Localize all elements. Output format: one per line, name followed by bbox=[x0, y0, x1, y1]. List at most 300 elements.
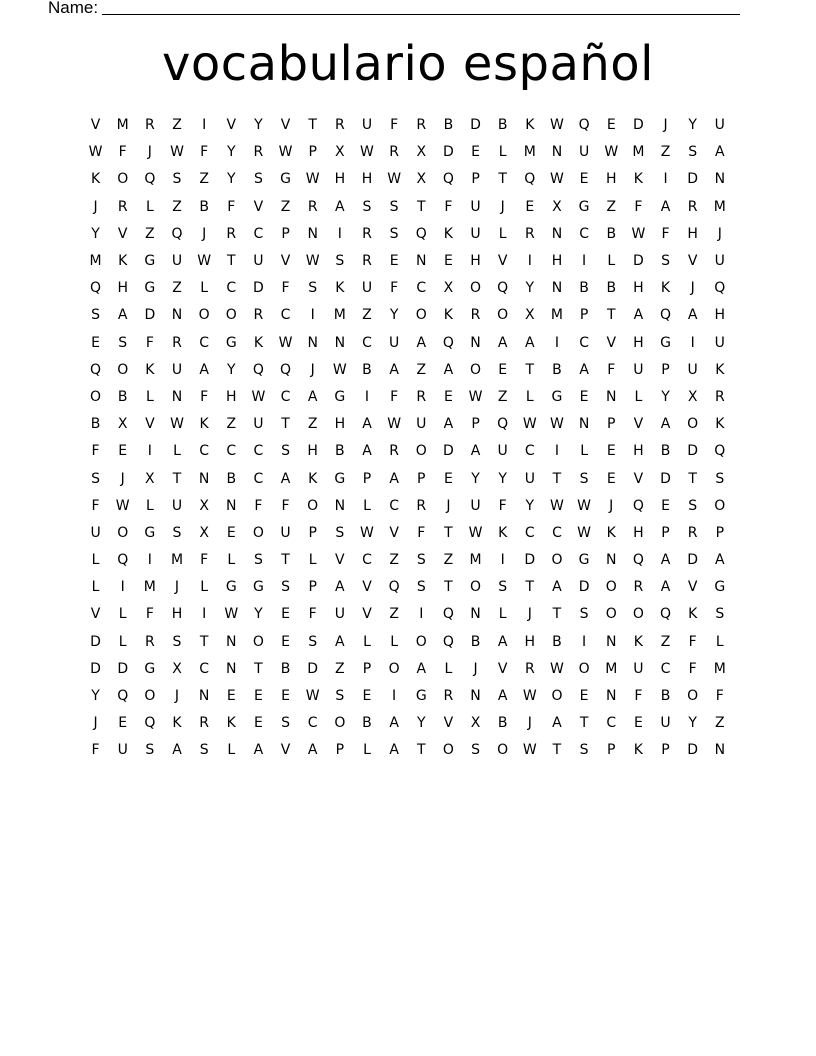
grid-cell: B bbox=[660, 688, 671, 705]
grid-cell: S bbox=[661, 253, 670, 270]
grid-cell: F bbox=[200, 552, 209, 569]
grid-cell: I bbox=[147, 443, 152, 460]
grid-cell: B bbox=[660, 443, 671, 460]
grid-cell: G bbox=[144, 660, 156, 677]
grid-cell: G bbox=[144, 253, 156, 270]
grid-cell: P bbox=[661, 524, 670, 541]
grid-row bbox=[82, 520, 734, 547]
grid-cell: U bbox=[388, 334, 400, 351]
grid-cell: W bbox=[305, 688, 320, 705]
grid-cell: Q bbox=[632, 497, 644, 514]
grid-cell: C bbox=[389, 497, 399, 514]
grid-cell: S bbox=[579, 742, 589, 759]
grid-cell: T bbox=[254, 660, 263, 677]
grid-cell: V bbox=[117, 225, 128, 242]
grid-cell: I bbox=[527, 253, 532, 270]
grid-cell: O bbox=[334, 715, 346, 732]
grid-cell: T bbox=[172, 470, 182, 487]
grid-cell: V bbox=[280, 117, 291, 134]
grid-cell: A bbox=[497, 633, 508, 650]
grid-cell: R bbox=[389, 443, 399, 460]
grid-cell: M bbox=[116, 117, 129, 134]
grid-cell: T bbox=[552, 742, 562, 759]
grid-cell: D bbox=[632, 117, 644, 134]
grid-cell: V bbox=[280, 742, 291, 759]
grid-cell: L bbox=[525, 388, 534, 405]
grid-cell: A bbox=[660, 552, 671, 569]
grid-row bbox=[82, 683, 734, 710]
grid-cell: X bbox=[525, 307, 535, 324]
grid-cell: C bbox=[307, 715, 318, 732]
grid-cell: B bbox=[552, 633, 562, 650]
grid-cell: X bbox=[416, 144, 427, 161]
grid-cell: Q bbox=[144, 171, 156, 188]
grid-cell: R bbox=[687, 524, 698, 541]
grid-cell: T bbox=[525, 361, 535, 378]
grid-cell: E bbox=[281, 633, 290, 650]
grid-row bbox=[82, 221, 734, 248]
word-search-grid bbox=[82, 112, 734, 765]
grid-cell: G bbox=[144, 524, 156, 541]
grid-cell: J bbox=[663, 117, 668, 134]
grid-cell: F bbox=[200, 144, 209, 161]
grid-cell: D bbox=[144, 307, 156, 324]
grid-cell: K bbox=[172, 715, 182, 732]
grid-cell: L bbox=[227, 552, 236, 569]
grid-cell: Q bbox=[117, 688, 129, 705]
grid-cell: Y bbox=[389, 307, 399, 324]
grid-cell: A bbox=[660, 416, 671, 433]
grid-cell: P bbox=[308, 524, 317, 541]
grid-cell: J bbox=[174, 579, 180, 596]
grid-cell: E bbox=[253, 715, 263, 732]
grid-cell: F bbox=[688, 660, 697, 677]
grid-cell: N bbox=[198, 470, 210, 487]
grid-cell: N bbox=[606, 633, 617, 650]
grid-cell: P bbox=[308, 144, 317, 161]
grid-cell: E bbox=[471, 144, 480, 161]
grid-cell: A bbox=[307, 742, 318, 759]
grid-cell: L bbox=[390, 633, 399, 650]
grid-cell: S bbox=[335, 524, 345, 541]
grid-cell: L bbox=[444, 660, 453, 677]
grid-cell: A bbox=[443, 416, 454, 433]
grid-cell: X bbox=[145, 470, 155, 487]
grid-cell: K bbox=[633, 633, 643, 650]
grid-cell: H bbox=[226, 388, 237, 405]
grid-cell: L bbox=[91, 579, 100, 596]
grid-cell: A bbox=[497, 688, 508, 705]
grid-cell: Y bbox=[661, 388, 670, 405]
page-title: vocabulario español bbox=[162, 36, 654, 92]
grid-cell: U bbox=[470, 198, 481, 215]
grid-cell: W bbox=[577, 524, 592, 541]
grid-cell: U bbox=[253, 253, 264, 270]
name-field bbox=[48, 0, 740, 18]
grid-cell: O bbox=[117, 524, 129, 541]
grid-cell: Z bbox=[172, 280, 182, 297]
grid-cell: X bbox=[199, 524, 209, 541]
grid-cell: H bbox=[687, 225, 698, 242]
grid-cell: A bbox=[362, 443, 372, 460]
grid-cell: Q bbox=[280, 361, 292, 378]
grid-cell: V bbox=[280, 253, 291, 270]
grid-cell: U bbox=[524, 470, 535, 487]
grid-cell: T bbox=[199, 633, 209, 650]
grid-cell: I bbox=[147, 552, 152, 569]
grid-cell: E bbox=[118, 443, 128, 460]
grid-cell: A bbox=[362, 416, 372, 433]
grid-cell: L bbox=[200, 280, 209, 297]
grid-cell: R bbox=[470, 307, 481, 324]
grid-cell: O bbox=[307, 497, 319, 514]
grid-cell: T bbox=[552, 470, 562, 487]
grid-cell: F bbox=[227, 198, 236, 215]
grid-cell: L bbox=[173, 443, 181, 460]
name-underline bbox=[102, 14, 740, 15]
grid-cell: N bbox=[334, 497, 346, 514]
grid-cell: J bbox=[147, 144, 152, 161]
grid-cell: I bbox=[202, 117, 207, 134]
grid-cell: E bbox=[389, 253, 399, 270]
grid-cell: U bbox=[687, 361, 698, 378]
grid-cell: L bbox=[607, 253, 616, 270]
grid-cell: S bbox=[688, 497, 698, 514]
grid-cell: K bbox=[118, 253, 128, 270]
grid-cell: S bbox=[389, 198, 399, 215]
grid-cell: O bbox=[117, 361, 129, 378]
grid-cell: E bbox=[661, 497, 670, 514]
grid-cell: S bbox=[145, 742, 155, 759]
grid-cell: N bbox=[551, 225, 563, 242]
grid-cell: E bbox=[579, 688, 589, 705]
grid-row bbox=[82, 166, 734, 193]
grid-cell: V bbox=[633, 470, 644, 487]
grid-cell: A bbox=[715, 144, 725, 161]
grid-cell: K bbox=[226, 715, 236, 732]
grid-cell: O bbox=[117, 171, 129, 188]
grid-cell: C bbox=[660, 660, 671, 677]
grid-cell: I bbox=[582, 253, 587, 270]
grid-cell: K bbox=[443, 307, 453, 324]
grid-cell: D bbox=[307, 660, 319, 677]
grid-cell: E bbox=[525, 198, 535, 215]
grid-cell: A bbox=[497, 334, 508, 351]
grid-cell: I bbox=[419, 606, 424, 623]
grid-cell: F bbox=[91, 497, 100, 514]
grid-cell: C bbox=[199, 443, 210, 460]
grid-cell: Q bbox=[388, 579, 400, 596]
grid-cell: I bbox=[690, 334, 695, 351]
grid-cell: Z bbox=[307, 416, 318, 433]
grid-cell: S bbox=[335, 253, 345, 270]
grid-cell: N bbox=[198, 688, 210, 705]
grid-cell: P bbox=[715, 524, 725, 541]
grid-cell: G bbox=[415, 688, 427, 705]
grid-cell: A bbox=[389, 715, 399, 732]
grid-cell: Y bbox=[226, 361, 236, 378]
grid-cell: W bbox=[550, 171, 564, 188]
grid-cell: W bbox=[522, 742, 537, 759]
grid-cell: N bbox=[551, 144, 563, 161]
grid-cell: G bbox=[660, 334, 671, 351]
grid-cell: R bbox=[172, 334, 182, 351]
grid-cell: Q bbox=[578, 117, 590, 134]
grid-cell: C bbox=[579, 334, 589, 351]
grid-cell: G bbox=[334, 388, 346, 405]
grid-cell: V bbox=[226, 117, 237, 134]
grid-cell: I bbox=[392, 688, 397, 705]
grid-cell: E bbox=[226, 524, 236, 541]
grid-cell: X bbox=[552, 198, 562, 215]
grid-cell: I bbox=[500, 552, 505, 569]
grid-cell: O bbox=[605, 606, 617, 623]
grid-cell: W bbox=[332, 361, 347, 378]
grid-cell: O bbox=[605, 579, 617, 596]
grid-cell: Q bbox=[714, 280, 726, 297]
grid-row bbox=[82, 248, 734, 275]
grid-cell: A bbox=[687, 307, 698, 324]
grid-cell: S bbox=[172, 524, 182, 541]
grid-cell: O bbox=[714, 497, 726, 514]
grid-cell: Y bbox=[525, 497, 535, 514]
grid-cell: S bbox=[579, 606, 589, 623]
grid-cell: I bbox=[120, 579, 125, 596]
grid-cell: W bbox=[387, 416, 402, 433]
grid-cell: X bbox=[687, 388, 698, 405]
grid-cell: A bbox=[117, 307, 128, 324]
grid-cell: J bbox=[93, 198, 98, 215]
grid-cell: L bbox=[498, 606, 507, 623]
grid-cell: Q bbox=[117, 552, 129, 569]
grid-cell: O bbox=[687, 688, 699, 705]
grid-cell: C bbox=[253, 470, 264, 487]
grid-cell: S bbox=[362, 198, 372, 215]
grid-cell: N bbox=[714, 171, 726, 188]
grid-cell: K bbox=[308, 470, 318, 487]
grid-cell: S bbox=[118, 334, 128, 351]
grid-cell: O bbox=[225, 307, 237, 324]
grid-cell: E bbox=[579, 171, 589, 188]
grid-cell: W bbox=[251, 388, 266, 405]
grid-cell: A bbox=[389, 470, 399, 487]
grid-cell: U bbox=[361, 117, 373, 134]
grid-cell: U bbox=[714, 334, 725, 351]
grid-cell: R bbox=[362, 253, 372, 270]
grid-cell: V bbox=[687, 253, 698, 270]
grid-cell: O bbox=[497, 742, 509, 759]
grid-cell: C bbox=[579, 225, 589, 242]
grid-cell: V bbox=[253, 198, 264, 215]
grid-cell: M bbox=[632, 144, 645, 161]
grid-cell: Q bbox=[442, 606, 454, 623]
grid-cell: E bbox=[253, 688, 263, 705]
grid-cell: L bbox=[145, 198, 154, 215]
grid-cell: C bbox=[226, 443, 237, 460]
grid-cell: W bbox=[468, 524, 483, 541]
grid-row bbox=[82, 656, 734, 683]
grid-cell: L bbox=[308, 552, 317, 569]
grid-cell: L bbox=[118, 606, 127, 623]
grid-cell: H bbox=[171, 606, 183, 623]
grid-cell: K bbox=[335, 280, 345, 297]
grid-cell: F bbox=[308, 606, 317, 623]
grid-cell: M bbox=[713, 660, 726, 677]
grid-cell: R bbox=[416, 388, 427, 405]
grid-cell: F bbox=[607, 361, 616, 378]
grid-cell: R bbox=[524, 225, 535, 242]
grid-cell: I bbox=[554, 443, 560, 460]
grid-cell: C bbox=[524, 524, 535, 541]
grid-cell: W bbox=[170, 144, 184, 161]
grid-cell: E bbox=[443, 388, 453, 405]
grid-cell: O bbox=[551, 688, 563, 705]
grid-cell: G bbox=[144, 280, 156, 297]
grid-cell: A bbox=[552, 715, 562, 732]
grid-cell: K bbox=[715, 361, 725, 378]
grid-cell: Y bbox=[91, 688, 100, 705]
grid-cell: H bbox=[470, 253, 481, 270]
grid-cell: F bbox=[715, 688, 724, 705]
grid-cell: X bbox=[199, 497, 209, 514]
grid-cell: U bbox=[470, 225, 481, 242]
grid-cell: C bbox=[606, 715, 617, 732]
grid-cell: E bbox=[281, 606, 290, 623]
grid-cell: Z bbox=[715, 715, 725, 732]
grid-cell: V bbox=[687, 579, 698, 596]
grid-cell: R bbox=[443, 688, 454, 705]
grid-row bbox=[82, 302, 734, 329]
grid-cell: A bbox=[389, 361, 399, 378]
grid-cell: U bbox=[470, 497, 481, 514]
grid-cell: Z bbox=[199, 171, 209, 188]
grid-cell: V bbox=[497, 660, 508, 677]
grid-cell: X bbox=[172, 660, 182, 677]
grid-cell: P bbox=[335, 742, 345, 759]
grid-cell: P bbox=[308, 579, 317, 596]
grid-cell: U bbox=[171, 253, 183, 270]
grid-cell: W bbox=[550, 416, 564, 433]
grid-cell: S bbox=[91, 307, 101, 324]
grid-cell: A bbox=[552, 579, 562, 596]
grid-cell: L bbox=[118, 633, 127, 650]
grid-cell: K bbox=[199, 416, 209, 433]
grid-cell: X bbox=[335, 144, 345, 161]
grid-cell: N bbox=[226, 633, 237, 650]
grid-cell: W bbox=[360, 524, 374, 541]
grid-cell: K bbox=[498, 524, 508, 541]
grid-cell: T bbox=[498, 171, 507, 188]
grid-cell: J bbox=[310, 361, 315, 378]
grid-cell: M bbox=[523, 144, 536, 161]
grid-cell: A bbox=[253, 742, 264, 759]
grid-cell: S bbox=[91, 470, 101, 487]
grid-cell: U bbox=[334, 606, 345, 623]
grid-cell: H bbox=[633, 524, 644, 541]
grid-cell: E bbox=[579, 388, 589, 405]
grid-cell: Y bbox=[254, 117, 263, 134]
grid-cell: Z bbox=[443, 552, 454, 569]
grid-cell: U bbox=[660, 715, 671, 732]
grid-cell: F bbox=[498, 497, 507, 514]
grid-cell: G bbox=[714, 579, 726, 596]
grid-cell: N bbox=[171, 388, 183, 405]
grid-cell: U bbox=[280, 524, 291, 541]
grid-cell: O bbox=[252, 633, 264, 650]
grid-cell: Q bbox=[442, 171, 454, 188]
grid-cell: E bbox=[606, 443, 616, 460]
grid-cell: T bbox=[308, 117, 317, 134]
grid-cell: R bbox=[389, 144, 399, 161]
grid-cell: U bbox=[497, 443, 508, 460]
grid-cell: Q bbox=[660, 307, 672, 324]
grid-cell: S bbox=[199, 742, 209, 759]
grid-cell: P bbox=[579, 307, 589, 324]
grid-cell: P bbox=[661, 361, 670, 378]
grid-cell: Y bbox=[525, 280, 535, 297]
grid-cell: T bbox=[281, 552, 290, 569]
grid-cell: F bbox=[390, 280, 399, 297]
grid-cell: R bbox=[416, 117, 427, 134]
grid-cell: L bbox=[580, 443, 588, 460]
grid-row bbox=[82, 438, 734, 465]
grid-row bbox=[82, 112, 734, 139]
grid-cell: R bbox=[253, 307, 264, 324]
grid-cell: U bbox=[633, 361, 644, 378]
grid-cell: S bbox=[498, 579, 508, 596]
grid-cell: J bbox=[500, 198, 505, 215]
grid-cell: L bbox=[363, 742, 371, 759]
grid-cell: G bbox=[280, 171, 291, 188]
grid-row bbox=[82, 465, 734, 492]
grid-cell: T bbox=[579, 715, 589, 732]
grid-cell: T bbox=[444, 579, 453, 596]
grid-cell: G bbox=[578, 198, 590, 215]
grid-cell: L bbox=[200, 579, 209, 596]
grid-cell: Q bbox=[171, 225, 183, 242]
grid-cell: S bbox=[281, 443, 290, 460]
grid-row bbox=[82, 411, 734, 438]
grid-cell: F bbox=[661, 225, 670, 242]
grid-cell: A bbox=[335, 198, 345, 215]
grid-cell: I bbox=[364, 388, 370, 405]
grid-cell: H bbox=[605, 171, 617, 188]
grid-cell: U bbox=[578, 144, 590, 161]
grid-cell: S bbox=[281, 715, 290, 732]
grid-cell: Q bbox=[524, 171, 536, 188]
grid-cell: X bbox=[117, 416, 128, 433]
grid-cell: S bbox=[308, 280, 318, 297]
grid-cell: M bbox=[469, 552, 482, 569]
grid-cell: C bbox=[524, 443, 535, 460]
grid-cell: W bbox=[577, 497, 592, 514]
grid-cell: B bbox=[335, 443, 345, 460]
grid-cell: L bbox=[91, 552, 100, 569]
grid-cell: L bbox=[634, 388, 643, 405]
grid-cell: E bbox=[226, 688, 236, 705]
grid-cell: S bbox=[579, 470, 589, 487]
grid-cell: J bbox=[202, 225, 207, 242]
grid-cell: K bbox=[633, 742, 643, 759]
grid-cell: R bbox=[117, 198, 128, 215]
grid-row bbox=[82, 194, 734, 221]
grid-cell: W bbox=[550, 117, 564, 134]
grid-cell: E bbox=[443, 470, 453, 487]
grid-cell: R bbox=[416, 497, 427, 514]
grid-cell: R bbox=[307, 198, 318, 215]
grid-cell: B bbox=[226, 470, 237, 487]
grid-cell: Y bbox=[498, 470, 507, 487]
